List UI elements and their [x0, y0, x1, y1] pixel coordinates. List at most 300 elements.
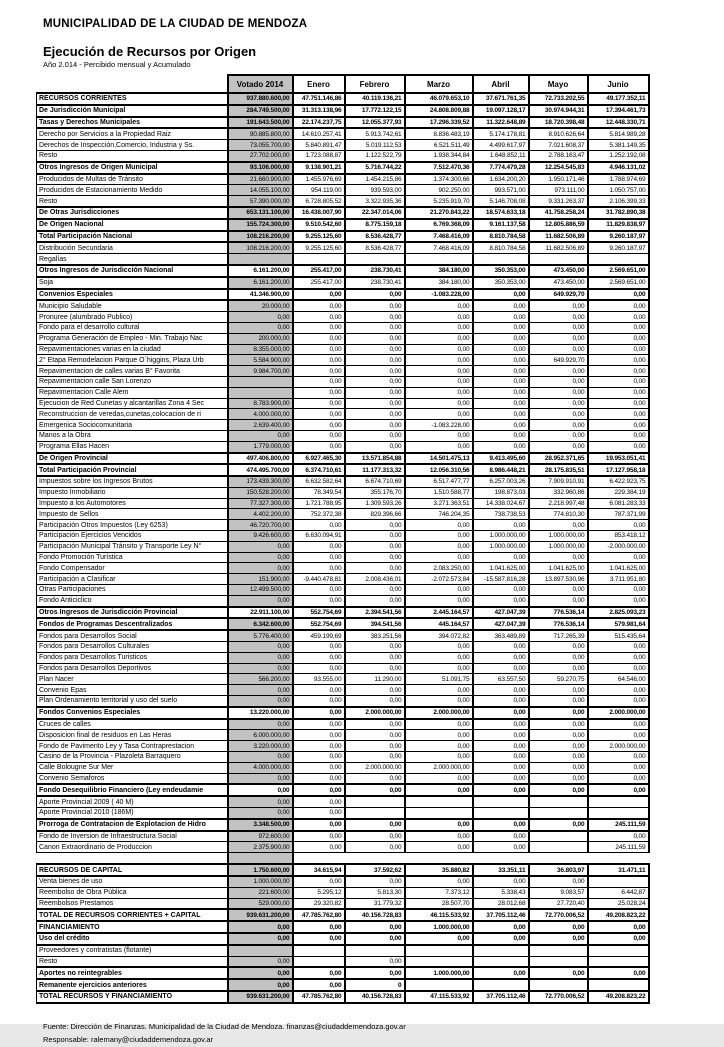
row-label: Fondos para Desarrollos Deportivos [37, 663, 228, 674]
cell-junio: 0,00 [588, 967, 649, 979]
cell-junio: 0,00 [588, 921, 649, 933]
table-row [37, 933, 649, 945]
cell-junio: 2.106.399,33 [588, 196, 649, 207]
cell-enero: 459.199,69 [293, 630, 345, 641]
cell-junio: -2.000.000,00 [588, 541, 649, 552]
cell-febrero: 0,00 [345, 376, 405, 387]
cell-mayo: 0,00 [529, 741, 588, 752]
cell-enero: 0,00 [293, 652, 345, 663]
row-label: Reembolso de Obra Pública [37, 887, 228, 898]
cell-mayo: 0,00 [529, 333, 588, 344]
cell-febrero: 8.775.159,18 [345, 219, 405, 231]
cell-enero: 0,00 [293, 398, 345, 409]
cell-junio: 0,00 [588, 719, 649, 730]
row-label: Impuesto de Sellos [37, 509, 228, 520]
cell-enero: 0,00 [293, 441, 345, 452]
cell-votado: 5.776.400,00 [228, 630, 293, 641]
cell-votado: 5.584.900,00 [228, 355, 293, 366]
cell-enero: 78.349,54 [293, 487, 345, 498]
cell-abril: 0,00 [473, 387, 529, 398]
cell-enero: 47.751.146,86 [293, 93, 345, 105]
cell-marzo: 0,00 [405, 344, 473, 355]
cell-febrero: 17.772.122,15 [345, 105, 405, 117]
table-row [37, 642, 649, 653]
table-row [37, 376, 649, 387]
table-row [37, 979, 649, 991]
cell-abril: 0,00 [473, 333, 529, 344]
cell-marzo: 2.445.164,57 [405, 607, 473, 619]
cell-febrero: 0,00 [345, 784, 405, 796]
cell-febrero [345, 254, 405, 265]
cell-enero: 0,00 [293, 808, 345, 819]
cell-febrero: 0 [345, 979, 405, 991]
row-label: Resto [37, 956, 228, 967]
cell-febrero: 6.674.710,69 [345, 476, 405, 487]
cell-junio [588, 876, 649, 887]
table-row [37, 265, 649, 277]
row-label: Impuesto Inmobiliario [37, 487, 228, 498]
cell-enero: 0,00 [293, 420, 345, 431]
row-label: Proveedores y contratistas (flotante) [37, 945, 228, 956]
cell-junio: 9.260.187,97 [588, 231, 649, 243]
table-row [37, 520, 649, 531]
cell-abril: 9.413.495,60 [473, 453, 529, 465]
row-label: Fondos para Desarrollos Turisticos [37, 652, 228, 663]
cell-junio: 0,00 [588, 831, 649, 842]
table-row [37, 991, 649, 1003]
cell-junio: 6.442,87 [588, 887, 649, 898]
cell-votado: 284.749.500,00 [228, 105, 293, 117]
table-row [37, 333, 649, 344]
cell-marzo: -2.072.573,84 [405, 574, 473, 585]
cell-enero: 6.374.710,61 [293, 464, 345, 476]
cell-votado: 0,00 [228, 796, 293, 807]
cell-junio: 0,00 [588, 933, 649, 945]
cell-abril: 5.146.708,08 [473, 196, 529, 207]
column-header-votado: Votado 2014 [228, 75, 293, 93]
row-label: Derecho por Servicios a la Propiedad Raiz [37, 128, 228, 139]
cell-febrero: 0,00 [345, 819, 405, 831]
cell-abril: 0,00 [473, 741, 529, 752]
cell-abril: 0,00 [473, 696, 529, 707]
row-label: Soja [37, 277, 228, 289]
cell-enero [293, 853, 345, 865]
cell-mayo: 72.733.202,55 [529, 93, 588, 105]
cell-abril: 198.873,03 [473, 487, 529, 498]
cell-enero: 6.728.805,52 [293, 196, 345, 207]
cell-mayo: 332.960,86 [529, 487, 588, 498]
table-row [37, 563, 649, 574]
cell-junio: 579.981,64 [588, 618, 649, 630]
cell-abril: 1.648.852,11 [473, 150, 529, 161]
table-row [37, 312, 649, 323]
table-row [37, 117, 649, 129]
cell-mayo: 0,00 [529, 387, 588, 398]
table-row [37, 796, 649, 807]
table-row [37, 719, 649, 730]
table-row [37, 289, 649, 301]
cell-votado: 0,00 [228, 921, 293, 933]
cell-mayo: 1.000.000,00 [529, 541, 588, 552]
cell-votado: 20.000,00 [228, 300, 293, 311]
cell-abril: -15.587.816,28 [473, 574, 529, 585]
cell-mayo: 0,00 [529, 967, 588, 979]
cell-votado: 939.631.200,00 [228, 909, 293, 921]
cell-mayo [529, 945, 588, 956]
cell-enero: 0,00 [293, 696, 345, 707]
cell-mayo: 0,00 [529, 730, 588, 741]
cell-votado: 0,00 [228, 979, 293, 991]
cell-abril: 4.499.617,97 [473, 140, 529, 151]
cell-abril: 0,00 [473, 773, 529, 784]
cell-junio: 245.111,59 [588, 842, 649, 853]
row-label: Fondos de Programas Descentralizados [37, 618, 228, 630]
row-label: Fondos para Desarrollos Culturales [37, 642, 228, 653]
cell-junio: 25.028,24 [588, 898, 649, 909]
row-label: Uso del crédito [37, 933, 228, 945]
row-label: Regalías [37, 254, 228, 265]
cell-abril: 0,00 [473, 300, 529, 311]
cell-abril [473, 956, 529, 967]
cell-junio: 0,00 [588, 441, 649, 452]
row-label: Remanente ejercicios anteriores [37, 979, 228, 991]
cell-marzo: 7.468.416,09 [405, 231, 473, 243]
cell-marzo: 6.769.368,09 [405, 219, 473, 231]
cell-febrero: 0,00 [345, 366, 405, 377]
cell-marzo: 7.468.416,09 [405, 242, 473, 253]
cell-mayo: 0,00 [529, 585, 588, 596]
cell-votado: 0,00 [228, 541, 293, 552]
cell-enero [293, 945, 345, 956]
cell-marzo: 2.083.250,00 [405, 563, 473, 574]
cell-votado: 0,00 [228, 430, 293, 441]
cell-votado: 1.750.600,00 [228, 864, 293, 876]
cell-febrero: 1.454.215,86 [345, 174, 405, 185]
cell-marzo: 35.880,82 [405, 864, 473, 876]
table-row [37, 574, 649, 585]
table-row [37, 607, 649, 619]
cell-abril: 0,00 [473, 663, 529, 674]
cell-abril: 0,00 [473, 289, 529, 301]
cell-febrero: 0,00 [345, 420, 405, 431]
cell-votado: 9.984.700,00 [228, 366, 293, 377]
table-row [37, 752, 649, 763]
cell-votado: 0,00 [228, 719, 293, 730]
row-label: Fondos Convenios Especiales [37, 707, 228, 719]
cell-mayo: 1.000.000,00 [529, 531, 588, 542]
cell-marzo [405, 796, 473, 807]
cell-votado: 14.055.100,00 [228, 185, 293, 196]
row-label: Pronuree (alumbrado Publico) [37, 312, 228, 323]
table-row [37, 909, 649, 921]
row-label: Emergenica Sociocomunitaria [37, 420, 228, 431]
cell-enero: 0,00 [293, 685, 345, 696]
table-row [37, 762, 649, 773]
row-label: Fondo Desequilibrio Financiero (Ley endeudamie [37, 784, 228, 796]
row-label: Participación Otros Impuestos (Ley 6253) [37, 520, 228, 531]
cell-junio: 31.471,11 [588, 864, 649, 876]
cell-junio: 9.260.187,97 [588, 242, 649, 253]
row-label: Convenio Epas [37, 685, 228, 696]
cell-febrero: 0,00 [345, 355, 405, 366]
cell-abril: 11.322.648,89 [473, 117, 529, 129]
cell-abril [473, 808, 529, 819]
cell-marzo [405, 979, 473, 991]
cell-enero: 0,00 [293, 430, 345, 441]
cell-enero [293, 956, 345, 967]
cell-junio [588, 808, 649, 819]
cell-enero: 0,00 [293, 819, 345, 831]
cell-abril: 8.810.784,58 [473, 231, 529, 243]
cell-febrero: 0,00 [345, 398, 405, 409]
cell-marzo: 47.115.533,92 [405, 991, 473, 1003]
cell-votado: 221.600,00 [228, 887, 293, 898]
cell-enero: 0,00 [293, 773, 345, 784]
table-row [37, 552, 649, 563]
cell-febrero: 5.913.742,61 [345, 128, 405, 139]
cell-votado: 108.216.200,00 [228, 231, 293, 243]
cell-junio: 2.825.093,23 [588, 607, 649, 619]
cell-enero: 0,00 [293, 707, 345, 719]
cell-marzo: 0,00 [405, 696, 473, 707]
cell-enero: 0,00 [293, 784, 345, 796]
cell-marzo: 0,00 [405, 752, 473, 763]
cell-febrero: 0,00 [345, 541, 405, 552]
cell-abril: 0,00 [473, 430, 529, 441]
cell-abril: 0,00 [473, 376, 529, 387]
cell-febrero: 0,00 [345, 831, 405, 842]
cell-abril: 5.174.178,81 [473, 128, 529, 139]
row-label: Participación a Clasificar [37, 574, 228, 585]
cell-enero: 0,00 [293, 409, 345, 420]
cell-votado: 77.327.300,00 [228, 498, 293, 509]
cell-febrero: 0,00 [345, 552, 405, 563]
cell-mayo [529, 796, 588, 807]
footer-source: Fuente: Dirección de Finanzas. Municipalidad de la Ciudad de Mendoza. finanzas@ciudaddemendoza.gov.ar [43, 1021, 406, 1031]
cell-enero: 0,00 [293, 366, 345, 377]
table-row [37, 300, 649, 311]
spacer-row [37, 853, 649, 865]
cell-enero: 0,00 [293, 762, 345, 773]
cell-junio: 229.384,19 [588, 487, 649, 498]
cell-febrero: 40.119.136,21 [345, 93, 405, 105]
cell-abril: 0,00 [473, 355, 529, 366]
table-row [37, 409, 649, 420]
table-row [37, 630, 649, 641]
cell-abril: 6.257.003,26 [473, 476, 529, 487]
table-row [37, 93, 649, 105]
cell-mayo: 0,00 [529, 876, 588, 887]
table-row [37, 207, 649, 219]
table-row [37, 685, 649, 696]
cell-junio: 0,00 [588, 752, 649, 763]
table-row [37, 784, 649, 796]
cell-febrero: 0,00 [345, 685, 405, 696]
table-row [37, 322, 649, 333]
cell-mayo: 0,00 [529, 420, 588, 431]
cell-marzo: 445.164,57 [405, 618, 473, 630]
cell-junio [588, 945, 649, 956]
cell-marzo: 0,00 [405, 355, 473, 366]
row-label: Repavimentaciones varias en la ciudad [37, 344, 228, 355]
cell-junio: 1.041.625,00 [588, 563, 649, 574]
cell-abril: 0,00 [473, 831, 529, 842]
cell-marzo: 0,00 [405, 773, 473, 784]
cell-marzo: 0,00 [405, 430, 473, 441]
table-row [37, 696, 649, 707]
cell-votado: 2.639.400,00 [228, 420, 293, 431]
cell-marzo: 2.000.000,00 [405, 707, 473, 719]
cell-junio: 0,00 [588, 663, 649, 674]
cell-junio: 0,00 [588, 520, 649, 531]
cell-abril: 37.705.112,46 [473, 991, 529, 1003]
cell-abril: 8.810.784,58 [473, 242, 529, 253]
row-label: Total Participación Nacional [37, 231, 228, 243]
cell-abril: 0,00 [473, 595, 529, 606]
cell-febrero: 0,00 [345, 333, 405, 344]
cell-abril: 37.671.761,35 [473, 93, 529, 105]
cell-marzo: 1.000.000,00 [405, 921, 473, 933]
cell-mayo: 0,00 [529, 719, 588, 730]
row-label: Plan Ordenamiento territorial y uso del suelo [37, 696, 228, 707]
cell-enero: 9.255.125,60 [293, 231, 345, 243]
cell-junio [588, 979, 649, 991]
cell-mayo: 0,00 [529, 595, 588, 606]
table-row [37, 453, 649, 465]
cell-junio: 0,00 [588, 344, 649, 355]
cell-abril: 8.986.448,21 [473, 464, 529, 476]
cell-votado: 0,00 [228, 808, 293, 819]
row-label: Programa Ellas Hacen [37, 441, 228, 452]
cell-mayo: 12.254.545,83 [529, 162, 588, 174]
cell-marzo: 384.180,00 [405, 277, 473, 289]
cell-mayo: 0,00 [529, 773, 588, 784]
table-header-row [37, 75, 649, 93]
cell-abril: 0,00 [473, 730, 529, 741]
row-label: Plan Nacer [37, 674, 228, 685]
cell-votado: 0,00 [228, 322, 293, 333]
cell-enero: 552.754,69 [293, 618, 345, 630]
cell-junio: 0,00 [588, 552, 649, 563]
cell-febrero: 0,00 [345, 642, 405, 653]
table-row [37, 531, 649, 542]
cell-abril: 0,00 [473, 409, 529, 420]
cell-mayo: 776.536,14 [529, 618, 588, 630]
cell-votado: 0,00 [228, 752, 293, 763]
table-row [37, 663, 649, 674]
cell-abril: 14.338.024,67 [473, 498, 529, 509]
table-row [37, 277, 649, 289]
cell-mayo: 28.952.371,65 [529, 453, 588, 465]
cell-votado: 13.220.000,00 [228, 707, 293, 719]
table-row [37, 618, 649, 630]
row-label: Impuestos sobre los Ingresos Brutos [37, 476, 228, 487]
row-label: Venta bienes de uso [37, 876, 228, 887]
cell-febrero: 3.322.935,36 [345, 196, 405, 207]
cell-marzo: 0,00 [405, 876, 473, 887]
row-label: Resto [37, 150, 228, 161]
cell-febrero: 238.730,41 [345, 265, 405, 277]
row-label: Fondo de Inversion de Infraestructura Social [37, 831, 228, 842]
cell-febrero: 0,00 [345, 430, 405, 441]
table-row [37, 585, 649, 596]
cell-votado: 0,00 [228, 696, 293, 707]
row-label: Manos a la Obra [37, 430, 228, 441]
column-header-mayo: Mayo [529, 75, 588, 93]
column-header-junio: Junio [588, 75, 649, 93]
table-row [37, 541, 649, 552]
row-label: Otros Ingresos de Jurisdicción Provincial [37, 607, 228, 619]
column-header-abril: Abril [473, 75, 529, 93]
row-label: Casino de la Provincia - Plazoleta Barraquero [37, 752, 228, 763]
cell-marzo: 0,00 [405, 652, 473, 663]
cell-junio: 0,00 [588, 312, 649, 323]
cell-abril: 0,00 [473, 642, 529, 653]
cell-febrero: 829.396,66 [345, 509, 405, 520]
budget-table [36, 74, 650, 1004]
cell-mayo: 0,00 [529, 696, 588, 707]
cell-enero: 0,00 [293, 300, 345, 311]
cell-enero: 0,00 [293, 289, 345, 301]
row-label: Producidos de Multas de Tránsito [37, 174, 228, 185]
row-label: Convenios Especiales [37, 289, 228, 301]
cell-junio: 0,00 [588, 773, 649, 784]
cell-febrero: 1.122.522,79 [345, 150, 405, 161]
cell-enero: 0,00 [293, 520, 345, 531]
cell-abril: 363.489,89 [473, 630, 529, 641]
cell-abril: 0,00 [473, 762, 529, 773]
cell-febrero: 0,00 [345, 300, 405, 311]
cell-enero: 5.840.891,47 [293, 140, 345, 151]
row-label: FINANCIAMIENTO [37, 921, 228, 933]
cell-votado: 4.000.000,00 [228, 409, 293, 420]
cell-junio: 1.252.192,08 [588, 150, 649, 161]
cell-febrero: 0,00 [345, 741, 405, 752]
cell-marzo [405, 956, 473, 967]
cell-marzo: 384.180,00 [405, 265, 473, 277]
cell-abril: 9.161.137,58 [473, 219, 529, 231]
cell-enero: 9.138.901,21 [293, 162, 345, 174]
organization-title: MUNICIPALIDAD DE LA CIUDAD DE MENDOZA [43, 18, 308, 30]
cell-abril: 37.705.112,46 [473, 909, 529, 921]
cell-marzo: 24.808.809,88 [405, 105, 473, 117]
cell-febrero: 0,00 [345, 531, 405, 542]
cell-marzo: 21.270.843,22 [405, 207, 473, 219]
cell-junio: 0,00 [588, 685, 649, 696]
cell-votado: 0,00 [228, 312, 293, 323]
cell-enero: 0,00 [293, 796, 345, 807]
cell-mayo: 649.929,70 [529, 289, 588, 301]
cell-junio: 0,00 [588, 595, 649, 606]
cell-mayo [529, 979, 588, 991]
cell-abril: 33.351,11 [473, 864, 529, 876]
cell-marzo: -1.083.228,00 [405, 420, 473, 431]
table-row [37, 231, 649, 243]
cell-marzo: 0,00 [405, 842, 473, 853]
cell-febrero: 0,00 [345, 876, 405, 887]
cell-junio: 0,00 [588, 322, 649, 333]
cell-junio: 1.050.757,00 [588, 185, 649, 196]
cell-marzo: 46.115.533,92 [405, 909, 473, 921]
cell-mayo: 776.536,14 [529, 607, 588, 619]
cell-votado: 0,00 [228, 933, 293, 945]
row-label: Cruces de calles [37, 719, 228, 730]
cell-marzo: 902.250,00 [405, 185, 473, 196]
table-row [37, 185, 649, 196]
cell-enero: 9.510.542,60 [293, 219, 345, 231]
cell-junio: 0,00 [588, 585, 649, 596]
cell-mayo: 7.021.608,37 [529, 140, 588, 151]
